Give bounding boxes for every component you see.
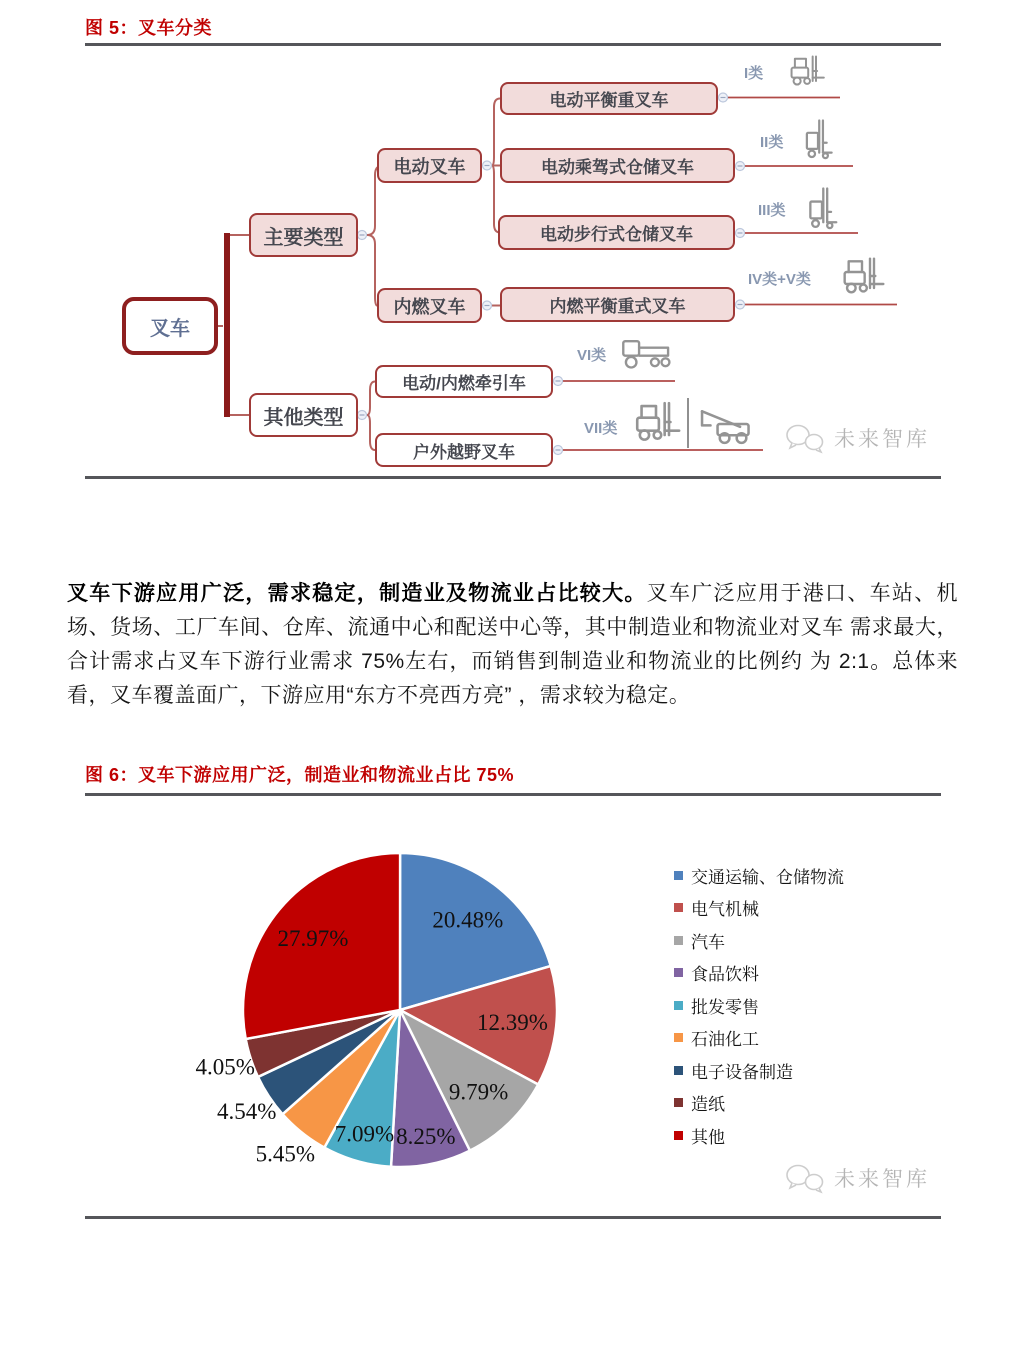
node-ic-counterbalance: 内燃平衡重式叉车 [500,287,735,322]
wechat-logo-icon [784,1162,826,1194]
legend-swatch [674,1098,683,1107]
paragraph-bold-lead: 叉车下游应用广泛，需求稳定，制造业及物流业占比较大。 [67,582,647,605]
pie-data-label-1: 12.39% [476,1009,548,1035]
forklift-icon [630,398,682,446]
pie-data-label-0: 20.48% [432,907,504,933]
node-tow-tractor: 电动/内燃牵引车 [375,365,553,398]
pie-legend [674,866,844,1159]
legend-item [674,1061,844,1082]
class-label-6: VI类 [577,347,607,364]
telehandler-icon [695,402,757,446]
pie-data-label-7: 4.05% [195,1054,255,1080]
legend-swatch [674,1131,683,1140]
class-label-1: I类 [744,65,764,82]
legend-label: 电气机械 [691,900,759,919]
node-electric-walkie-warehouse: 电动步行式仓储叉车 [498,215,735,250]
node-electric-counterbalance: 电动平衡重叉车 [500,82,718,115]
forklift-icon [838,254,886,298]
node-main-types: 主要类型 [249,213,358,257]
pie-data-label-4: 7.09% [334,1121,395,1147]
legend-item [674,996,844,1017]
legend-item [674,931,844,952]
legend-label: 批发零售 [691,997,759,1017]
node-ic-forklift: 内燃叉车 [377,288,482,323]
class-label-2: II类 [760,134,784,151]
class-label-3: III类 [758,202,786,219]
legend-swatch [674,903,683,912]
stacker-icon [806,186,838,230]
legend-item [674,899,844,917]
pie-data-label-2: 9.79% [448,1079,509,1105]
pie-data-label-6: 4.54% [216,1099,277,1125]
legend-swatch [674,968,683,977]
legend-swatch [674,1001,683,1010]
legend-item [674,866,844,887]
figure5-title: 图 5：叉车分类 [85,18,213,38]
pie-chart [180,840,620,1190]
legend-swatch [674,936,683,945]
figure6-bottom-rule [85,1216,941,1219]
pie-data-label-3: 8.25% [396,1124,456,1150]
pie-data-label-8: 27.97% [277,925,349,951]
stacker-icon [803,118,833,160]
node-electric-forklift: 电动叉车 [377,148,482,183]
watermark: 未来智库 [784,422,930,454]
legend-label: 电子设备制造 [691,1062,793,1082]
legend-label: 汽车 [691,932,725,952]
figure6-title: 图 6：叉车下游应用广泛，制造业和物流业占比 75% [85,765,515,785]
forklift-icon [786,52,826,90]
legend-item [674,964,844,982]
body-paragraph [67,577,958,713]
legend-swatch [674,871,683,880]
figure6-title-rule [85,793,941,796]
legend-item [674,1029,844,1047]
watermark: 未来智库 [784,1162,930,1194]
legend-label: 其他 [691,1127,725,1147]
pie-data-label-5: 5.45% [255,1141,316,1167]
node-forklift-root: 叉车 [122,297,218,355]
legend-item [674,1126,844,1147]
legend-item [674,1094,844,1112]
legend-swatch [674,1066,683,1075]
paragraph-body: 叉车广泛应用于港口、车站、机场、货场、工厂车间、仓库、流通中心和配送中心等，其中制造业和物流业对叉车 需求最大，合计需求占叉车下游行业需求 75%左右，而销售到制造业和物流业的比例约 为 2:1。总体来看，叉车覆盖面广，下游应用“东方不亮西方亮” ，需求较为稳定。 [67,582,959,707]
figure5-bottom-rule [85,476,941,479]
class-label-7: VII类 [584,420,618,437]
legend-label: 食品饮料 [691,965,759,984]
node-electric-rider-warehouse: 电动乘驾式仓储叉车 [500,148,735,183]
class-label-4-5: IV类+V类 [748,271,811,288]
legend-label: 石油化工 [691,1030,759,1049]
node-rough-terrain: 户外越野叉车 [375,433,553,467]
tractor-icon [618,334,676,372]
legend-swatch [674,1033,683,1042]
legend-label: 造纸 [691,1095,725,1114]
wechat-logo-icon [784,422,826,454]
legend-label: 交通运输、仓储物流 [691,867,844,887]
node-other-types: 其他类型 [249,393,358,437]
